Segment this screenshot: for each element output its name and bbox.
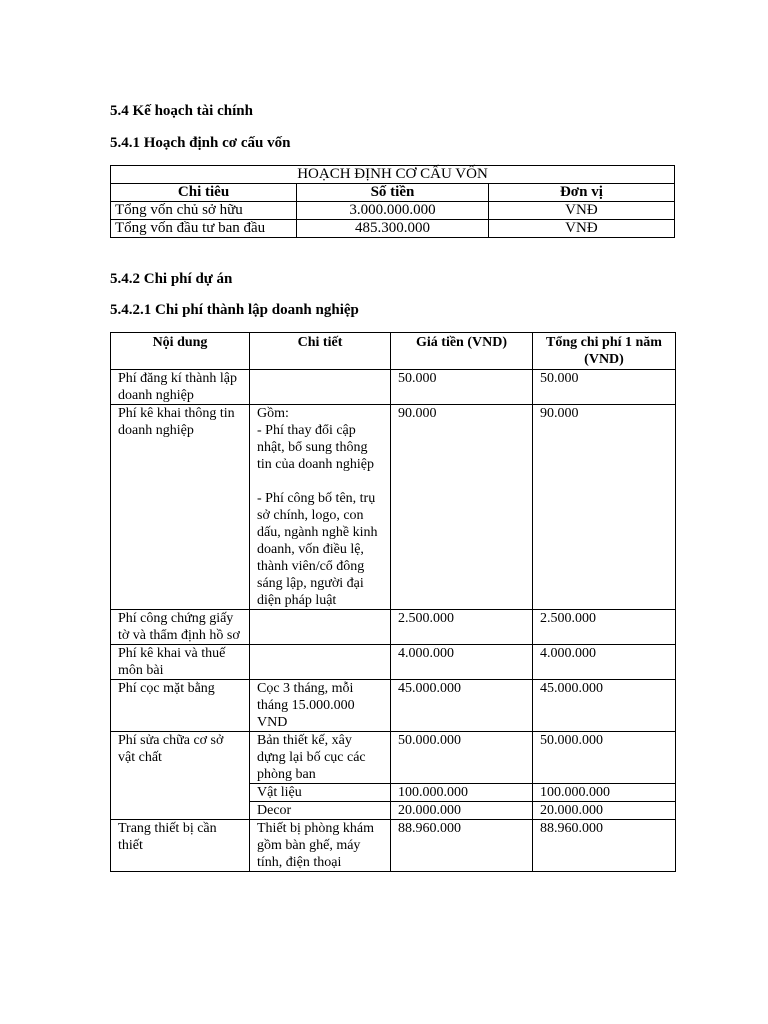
cost-col-header: Nội dung bbox=[111, 333, 250, 370]
cost-total-cell: 50.000 bbox=[533, 370, 676, 405]
table-row bbox=[111, 405, 676, 610]
cost-detail-cell bbox=[250, 610, 391, 645]
cost-price-cell: 2.500.000 bbox=[391, 610, 533, 645]
cost-price-cell: 4.000.000 bbox=[391, 645, 533, 680]
cost-total-cell: 50.000.000 bbox=[533, 732, 676, 784]
section-heading-5-4-2: 5.4.2 Chi phí dự án bbox=[110, 271, 233, 287]
cost-price-cell: 88.960.000 bbox=[391, 820, 533, 872]
cost-col-header: Chi tiết bbox=[250, 333, 391, 370]
cost-detail-cell: Vật liệu bbox=[250, 784, 391, 802]
capital-col-header: Chi tiêu bbox=[111, 184, 297, 202]
cost-total-cell: 90.000 bbox=[533, 405, 676, 610]
capital-cell: Tổng vốn chủ sở hữu bbox=[111, 202, 297, 220]
cost-content-cell: Trang thiết bị cần thiết bbox=[111, 820, 250, 872]
table-row bbox=[111, 645, 676, 680]
capital-cell: Tổng vốn đầu tư ban đầu bbox=[111, 220, 297, 238]
cost-price-cell: 20.000.000 bbox=[391, 802, 533, 820]
table-row bbox=[111, 202, 675, 220]
cost-content-cell: Phí công chứng giấy tờ và thẩm định hồ sơ bbox=[111, 610, 250, 645]
cost-col-header: Tổng chi phí 1 năm (VND) bbox=[533, 333, 676, 370]
cost-total-cell: 100.000.000 bbox=[533, 784, 676, 802]
cost-price-cell: 100.000.000 bbox=[391, 784, 533, 802]
capital-cell: 3.000.000.000 bbox=[297, 202, 489, 220]
cost-detail-cell bbox=[250, 645, 391, 680]
section-heading-5-4-1: 5.4.1 Hoạch định cơ cấu vốn bbox=[110, 135, 291, 151]
capital-structure-table bbox=[110, 165, 675, 238]
cost-detail-cell bbox=[250, 370, 391, 405]
cost-price-cell: 50.000.000 bbox=[391, 732, 533, 784]
cost-detail-cell: Bản thiết kế, xây dựng lại bố cục các phòng ban bbox=[250, 732, 391, 784]
capital-col-header: Số tiền bbox=[297, 184, 489, 202]
cost-price-cell: 90.000 bbox=[391, 405, 533, 610]
table-row bbox=[111, 220, 675, 238]
capital-table-title: HOẠCH ĐỊNH CƠ CẤU VỐN bbox=[111, 166, 675, 184]
cost-content-cell: Phí kê khai thông tin doanh nghiệp bbox=[111, 405, 250, 610]
cost-detail-cell: Cọc 3 tháng, mỗi tháng 15.000.000 VND bbox=[250, 680, 391, 732]
cost-detail-cell: Thiết bị phòng khám gồm bàn ghế, máy tính, điện thoại bbox=[250, 820, 391, 872]
table-row bbox=[111, 820, 676, 872]
capital-cell: 485.300.000 bbox=[297, 220, 489, 238]
cost-total-cell: 88.960.000 bbox=[533, 820, 676, 872]
cost-content-cell: Phí kê khai và thuế môn bài bbox=[111, 645, 250, 680]
cost-total-cell: 4.000.000 bbox=[533, 645, 676, 680]
cost-col-header: Giá tiền (VND) bbox=[391, 333, 533, 370]
cost-detail-cell: Gồm: - Phí thay đổi cập nhật, bổ sung thông tin của doanh nghiệp - Phí công bố tên, trụ sở chính, logo, con dấu, ngành nghề kinh doanh, vốn điều lệ, thành viên/cổ đông sáng lập, người đại diện pháp luật bbox=[250, 405, 391, 610]
capital-cell: VNĐ bbox=[488, 220, 674, 238]
cost-total-cell: 45.000.000 bbox=[533, 680, 676, 732]
establishment-cost-table bbox=[110, 332, 676, 872]
section-heading-5-4: 5.4 Kế hoạch tài chính bbox=[110, 103, 253, 119]
cost-price-cell: 45.000.000 bbox=[391, 680, 533, 732]
cost-total-cell: 20.000.000 bbox=[533, 802, 676, 820]
cost-total-cell: 2.500.000 bbox=[533, 610, 676, 645]
table-row bbox=[111, 732, 676, 784]
cost-price-cell: 50.000 bbox=[391, 370, 533, 405]
section-heading-5-4-2-1: 5.4.2.1 Chi phí thành lập doanh nghiệp bbox=[110, 302, 359, 318]
table-row bbox=[111, 610, 676, 645]
cost-content-cell: Phí cọc mặt bằng bbox=[111, 680, 250, 732]
capital-col-header: Đơn vị bbox=[488, 184, 674, 202]
cost-detail-cell: Decor bbox=[250, 802, 391, 820]
table-row bbox=[111, 370, 676, 405]
cost-content-cell: Phí đăng kí thành lập doanh nghiệp bbox=[111, 370, 250, 405]
table-row bbox=[111, 680, 676, 732]
cost-content-cell: Phí sửa chữa cơ sở vật chất bbox=[111, 732, 250, 820]
capital-cell: VNĐ bbox=[488, 202, 674, 220]
